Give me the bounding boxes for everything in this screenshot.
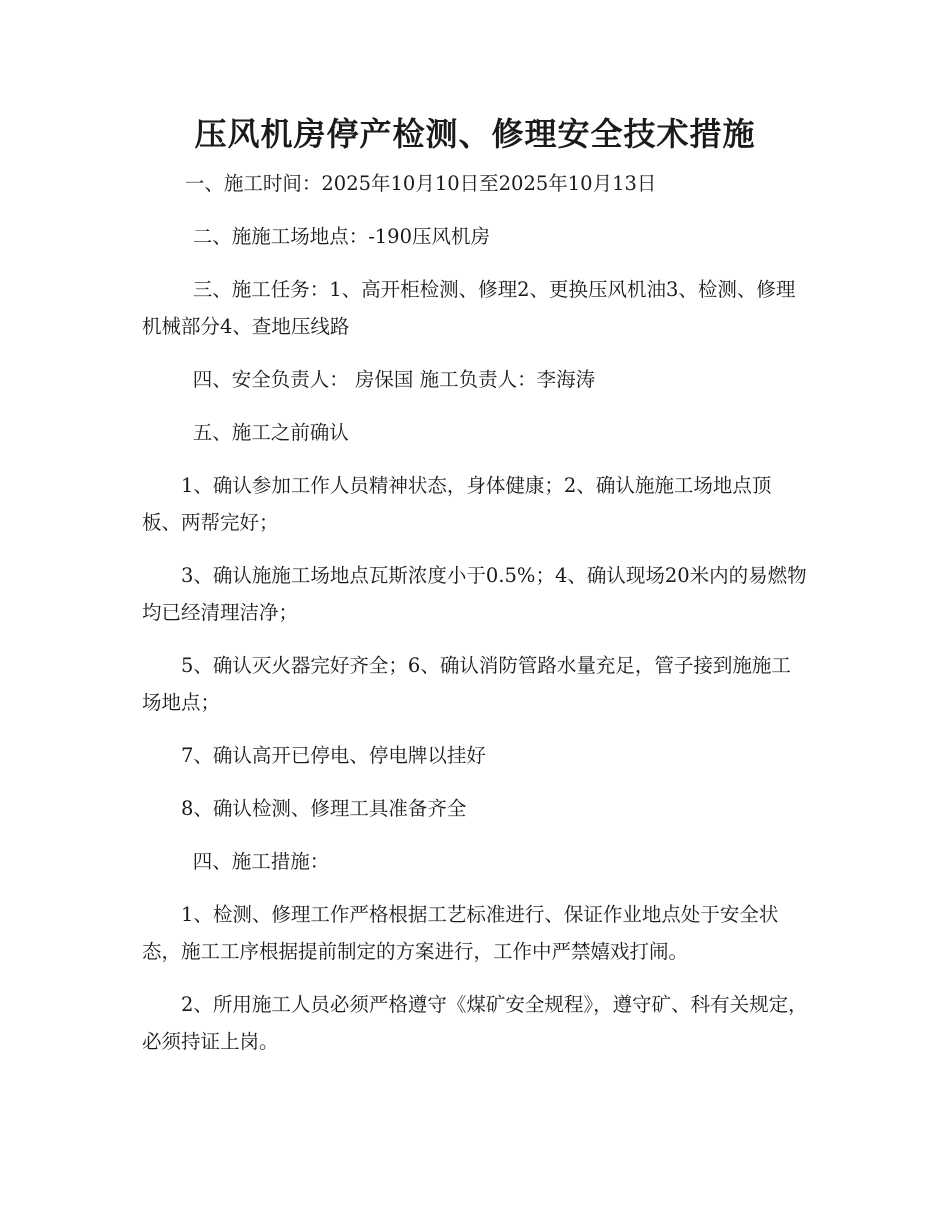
paragraph-pre-construction-confirmation: 五、施工之前确认: [192, 421, 349, 444]
paragraph-confirm-5-6: 5、确认灭火器完好齐全；6、确认消防管路水量充足，管子接到施施工场地点；: [142, 654, 791, 714]
paragraph-confirm-3-4: 3、确认施施工场地点瓦斯浓度小于0.5%；4、确认现场20米内的易燃物均已经清理洁净；: [142, 564, 807, 624]
paragraph-measure-2: 2、所用施工人员必须严格遵守《煤矿安全规程》，遵守矿、科有关规定，必须持证上岗。: [142, 993, 808, 1053]
paragraph-responsible-persons: 四、安全负责人： 房保国 施工负责人：李海涛: [192, 368, 596, 391]
paragraph-construction-time: 一、施工时间：2025年10月10日至2025年10月13日: [184, 172, 657, 195]
paragraph-measure-1: 1、检测、修理工作严格根据工艺标准进行、保证作业地点处于安全状态，施工工序根据提前制定的方案进行，工作中严禁嬉戏打闹。: [142, 903, 779, 963]
document-body: [142, 165, 810, 1076]
paragraph-confirm-1-2: 1、确认参加工作人员精神状态，身体健康；2、确认施施工场地点顶板、两帮完好；: [142, 474, 772, 534]
paragraph-construction-measures: 四、施工措施：: [192, 850, 330, 873]
paragraph-confirm-7: 7、确认高开已停电、停电牌以挂好: [181, 744, 486, 767]
paragraph-construction-site: 二、施施工场地点：-190压风机房: [192, 225, 490, 248]
paragraph-confirm-8: 8、确认检测、修理工具准备齐全: [181, 797, 467, 820]
paragraph-construction-tasks: 三、施工任务：1、高开柜检测、修理2、更换压风机油3、检测、修理机械部分4、查地压线路: [142, 278, 796, 338]
document-title: 压风机房停产检测、修理安全技术措施: [194, 115, 756, 153]
